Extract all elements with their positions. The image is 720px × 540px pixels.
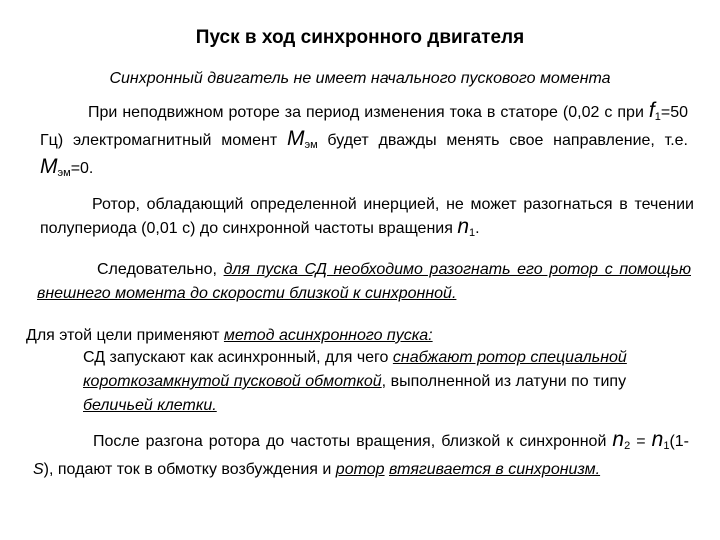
page-title: Пуск в ход синхронного двигателя [195,27,525,48]
symbol-m-subscript: эм [304,139,318,151]
p6-emphasis-rotor: ротор [335,461,385,478]
symbol-n1-subscript: 1 [663,440,670,452]
paragraph-consequently [37,258,691,306]
p2-text-2: . [475,220,480,237]
paragraph-rotor-inertia [40,193,694,245]
paren-close: ) [43,461,49,478]
symbol-n2: n [612,428,625,451]
p1-text-3: будет дважды менять свое направление, т.е. [317,132,688,149]
p5-emphasis-cage: беличьей клетки. [83,397,217,414]
p5-text-1: СД запускают как асинхронный, для чего [83,349,393,366]
symbol-n1: n [651,428,664,451]
subtitle: Синхронный двигатель не имеет начального пускового момента [109,70,611,87]
p6-text-1: После разгона ротора до частоты вращения, близкой к синхронной [93,433,613,450]
paragraph-async-start [83,346,698,418]
method-name: метод асинхронного пуска: [223,327,433,344]
symbol-m-2: M [40,155,58,178]
p5-text-3: , выполненной из латуни по типу [381,373,627,390]
symbol-f: f [648,99,655,122]
paren-open: (1- [669,433,690,450]
p3-text-1: Следовательно, [97,261,224,278]
equals-sign: = [630,433,652,450]
paragraph-method [26,324,696,348]
p1-text-4: =0. [70,160,94,177]
p4-text-1: Для этой цели применяют [26,327,224,344]
symbol-s: S [33,461,44,478]
p6-emphasis-synchronism: втягивается в синхронизм. [389,461,601,478]
symbol-n: n [457,215,470,238]
symbol-m-2-subscript: эм [57,167,71,179]
paragraph-stationary-rotor [40,101,688,185]
symbol-n-subscript: 1 [469,227,476,239]
symbol-f-subscript: 1 [654,111,661,123]
p1-text-2: =50 Гц) электромагнитный момент [40,104,688,149]
p5-emphasis-winding: снабжают ротор специальной короткозамкнутой пусковой обмоткой [83,349,627,390]
p3-emphasis: для пуска СД необходимо разогнать его ротор с помощью внешнего момента до скорости близкой к синхронной. [37,261,691,302]
p6-text-2: , подают ток в обмотку возбуждения и [49,461,336,478]
p1-text-1: При неподвижном роторе за период изменения тока в статоре (0,02 с при [88,104,649,121]
paragraph-synchronism [33,430,689,482]
symbol-n2-subscript: 2 [624,440,631,452]
symbol-m: M [286,127,305,150]
p2-text-1: Ротор, обладающий определенной инерцией, не может разогнаться в течении полупериода (0,01 с) до синхронной частоты вращения [40,196,694,237]
